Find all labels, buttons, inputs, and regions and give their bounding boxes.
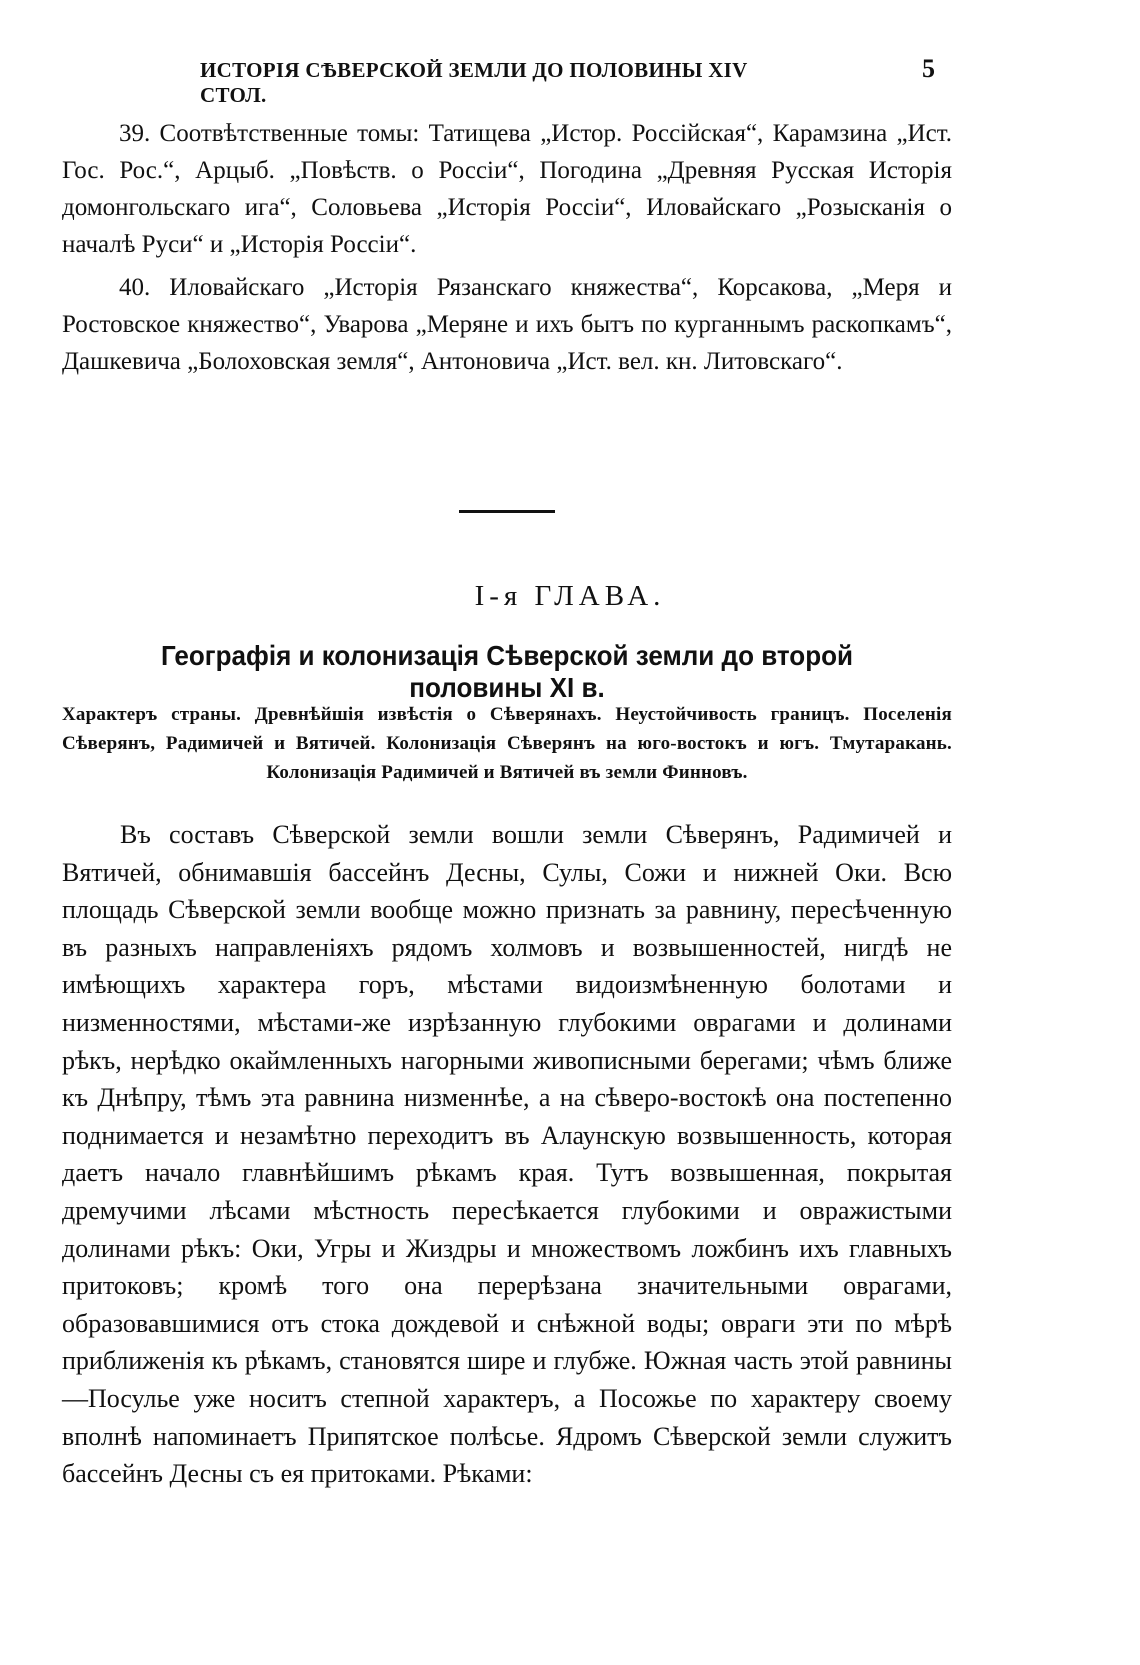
page-number: 5	[922, 54, 935, 83]
section-divider	[459, 510, 555, 513]
reference-item: 40. Иловайскаго „Исторія Рязанскаго княжества“, Корсакова, „Меря и Ростовское княжество“, Уварова „Меряне и ихъ бытъ по курганнымъ раскопкамъ“, Дашкевича „Болоховская земля“, Антоновича „Ист. вел. кн. Литовскаго“.	[62, 274, 952, 375]
chapter-summary: Характеръ страны. Древнѣйшія извѣстія о Сѣверянахъ. Неустойчивость границъ. Поселенія Сѣверянъ, Радимичей и Вятичей. Колонизація Сѣверянъ на юго-востокъ и югъ. Тмутаракань. Колонизація Радимичей и Вятичей въ земли Финновъ.	[62, 704, 952, 783]
chapter-heading: I-я ГЛАВА.	[474, 580, 666, 612]
references-list	[62, 115, 952, 386]
reference-item: 39. Соотвѣтственные томы: Татищева „Истор. Россійская“, Карамзина „Ист. Гос. Рос.“, Арцыб. „Повѣств. о Россіи“, Погодина „Древняя Русская Исторія домонгольскаго ига“, Соловьева „Исторія Россіи“, Иловайскаго „Розысканія о началѣ Руси“ и „Исторія Россіи“.	[62, 120, 952, 258]
chapter-title: Географія и колонизація Сѣверской земли до второй половины XI в.	[160, 640, 854, 703]
running-title: ИСТОРІЯ СѢВЕРСКОЙ ЗЕМЛИ ДО ПОЛОВИНЫ XIV СТОЛ.	[200, 58, 748, 107]
body-paragraph: Въ составъ Сѣверской земли вошли земли Сѣверянъ, Радимичей и Вятичей, обнимавшія бассейнъ Десны, Сулы, Сожи и нижней Оки. Всю площадь Сѣверской земли вообще можно признать за равнину, пересѣченную въ разныхъ направленіяхъ рядомъ холмовъ и возвышенностей, нигдѣ не имѣющихъ характера горъ, мѣстами видоизмѣненную болотами и низменностями, мѣстами-же изрѣзанную глубокими оврагами и долинами рѣкъ, нерѣдко окаймленныхъ нагорными живописными берегами; чѣмъ ближе къ Днѣпру, тѣмъ эта равнина низменнѣе, а на сѣверо-востокѣ она постепенно поднимается и незамѣтно переходитъ въ Алаунскую возвышенность, которая даетъ начало главнѣйшимъ рѣкамъ края. Тутъ возвышенная, покрытая дремучими лѣсами мѣстность пересѣкается глубокими и овражистыми долинами рѣкъ: Оки, Угры и Жиздры и множествомъ ложбинъ ихъ главныхъ притоковъ; кромѣ того она перерѣзана значительными оврагами, образовавшимися отъ стока дождевой и снѣжной воды; овраги эти по мѣрѣ приближенія къ рѣкамъ, становятся шире и глубже. Южная часть этой равнины—Посулье уже носитъ степной характеръ, а Посожье по характеру своему вполнѣ напоминаетъ Припятское полѣсье. Ядромъ Сѣверской земли служитъ бассейнъ Десны съ ея притоками. Рѣками:	[62, 820, 952, 1489]
